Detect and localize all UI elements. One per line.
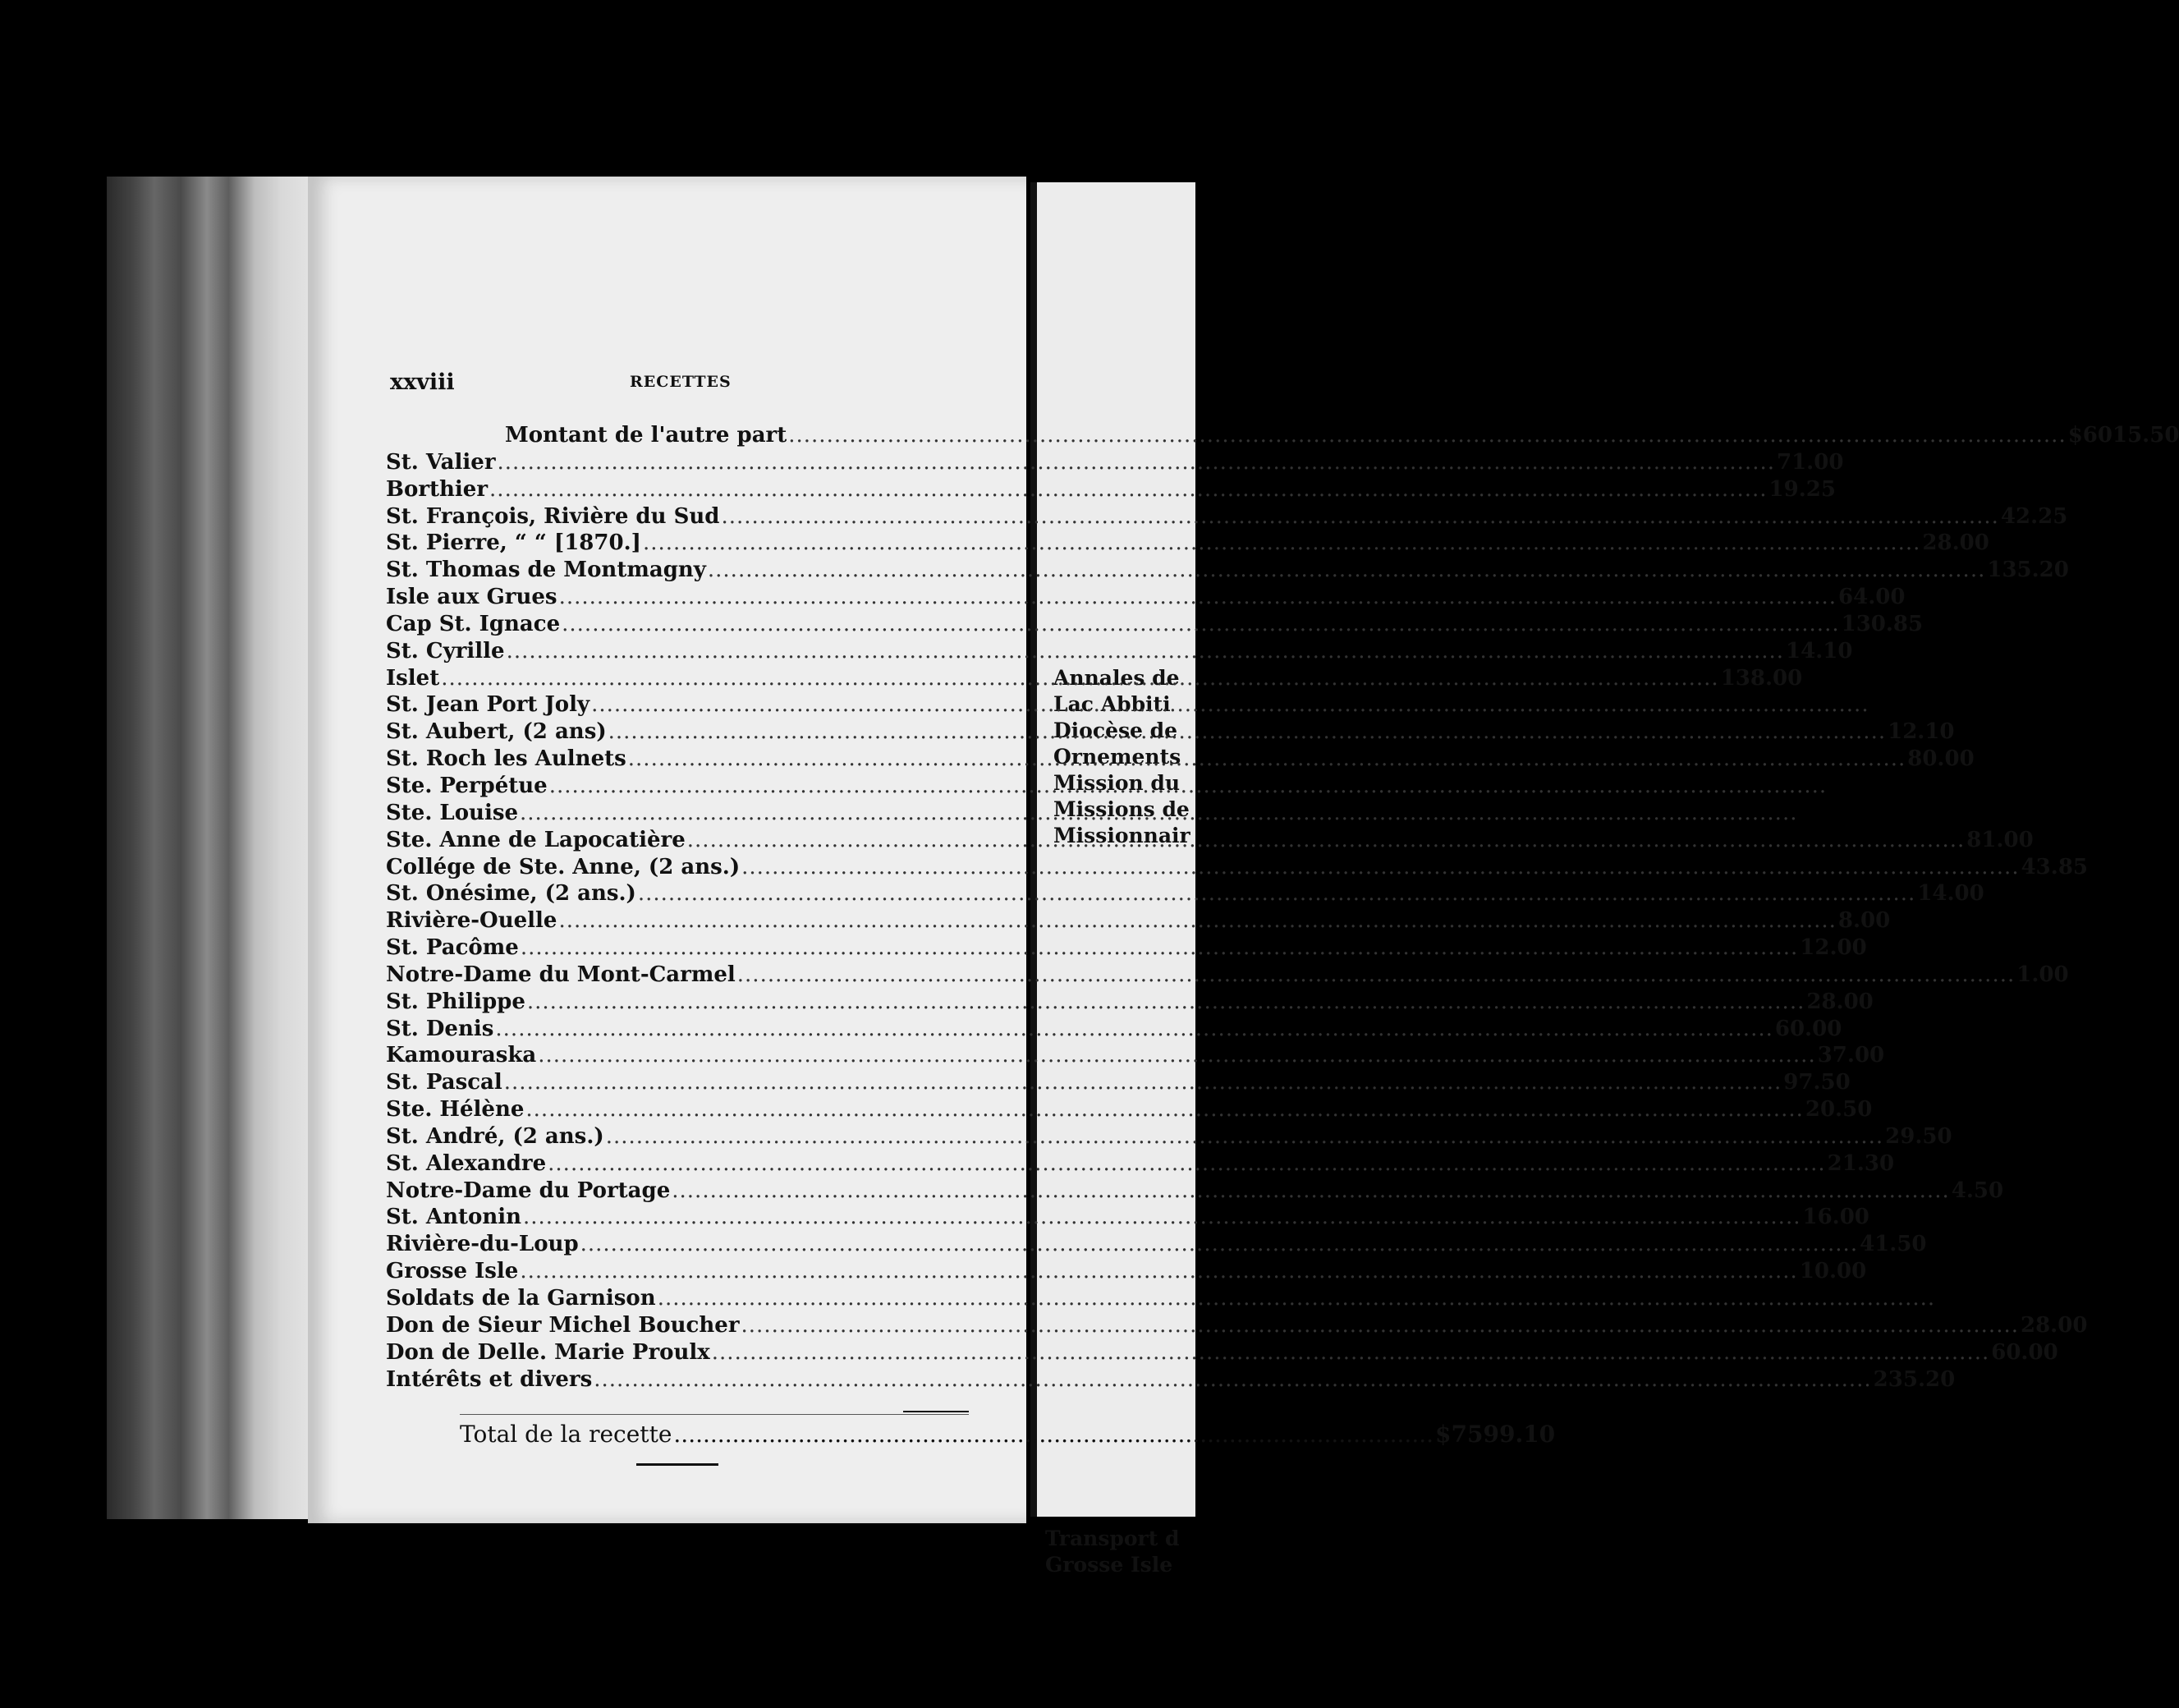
row-label: St. Antonin (386, 1205, 522, 1230)
facing-line: Missionnair (1053, 824, 1190, 847)
row-label: St. Aubert, (2 ans) (386, 719, 607, 745)
leader-dots (538, 1042, 1815, 1068)
facing-page-bottom (1045, 1526, 1179, 1578)
leader-dots (498, 449, 1775, 475)
leader-dots (507, 638, 1784, 664)
ledger-row (386, 584, 1906, 611)
ledger-row (386, 1016, 1842, 1043)
leader-dots (721, 503, 1998, 530)
ledger-row (386, 773, 977, 800)
row-label: Collége de Ste. Anne, (2 ans.) (386, 854, 741, 879)
row-label: St. Valier (386, 449, 496, 475)
row-amount: 16.00 (1802, 1205, 1869, 1230)
leader-dots (672, 1178, 1949, 1204)
row-amount: 1.00 (2016, 962, 2069, 987)
row-amount: 37.00 (1817, 1043, 1885, 1068)
ledger-row (386, 638, 1853, 665)
row-label: Montant de l'autre part (505, 423, 787, 448)
row-amount: 14.10 (1786, 638, 1853, 663)
row-amount: 12.00 (1800, 935, 1867, 961)
row-amount: 28.00 (1806, 989, 1874, 1014)
ledger-row (386, 1096, 1873, 1123)
facing-line: Ornements (1053, 745, 1181, 769)
ledger-row (386, 907, 1891, 934)
row-amount: 8.00 (1837, 908, 1891, 934)
row-label: Ste. Perpétue (386, 773, 548, 798)
row-label: St. Pierre, “ “ [1870.] (386, 530, 641, 556)
ledger-row (386, 1339, 2058, 1366)
row-amount: 19.25 (1768, 476, 1836, 502)
facing-line: Diocèse de (1053, 719, 1178, 742)
row-amount: 60.00 (1774, 1016, 1842, 1041)
row-label: St. Pacôme (386, 935, 519, 961)
leader-dots (638, 880, 1915, 907)
page-number: xxviii (390, 370, 455, 395)
total-label: Total de la recette (460, 1421, 672, 1448)
row-label: Islet (386, 665, 440, 691)
leader-dots (741, 1312, 2019, 1338)
ledger-row (386, 962, 2069, 989)
row-label: St. Onésime, (2 ans.) (386, 881, 636, 907)
row-amount: 235.20 (1873, 1366, 1956, 1392)
book-page-edges (107, 177, 324, 1519)
leader-dots (441, 665, 1718, 691)
row-label: Notre-Dame du Portage (386, 1178, 671, 1203)
leader-dots (788, 422, 2066, 448)
row-label: St. Roch les Aulnets (386, 746, 626, 772)
row-label: Notre-Dame du Mont-Carmel (386, 962, 736, 987)
row-label: St. Thomas de Montmagny (386, 558, 706, 583)
row-label: St. Denis (386, 1016, 494, 1041)
leader-dots (741, 854, 2019, 880)
row-amount: 135.20 (1987, 558, 2069, 583)
row-label: St. Alexandre (386, 1150, 547, 1176)
row-amount: 12.10 (1888, 719, 1955, 745)
ledger-row (386, 691, 977, 719)
facing-bottom-line: Grosse Isle (1045, 1553, 1173, 1577)
ledger-row (386, 1258, 1867, 1285)
leader-dots (658, 1285, 1935, 1311)
leader-dots (591, 691, 1869, 718)
row-amount: 138.00 (1720, 665, 1803, 691)
total-amount: $7599.10 (1435, 1421, 1556, 1448)
row-amount: 81.00 (1966, 827, 2034, 852)
end-rule (636, 1463, 718, 1466)
ledger-row (386, 503, 2068, 530)
facing-line: Mission du (1053, 771, 1181, 795)
row-label: Don de Sieur Michel Boucher (386, 1312, 740, 1338)
leader-dots (527, 989, 1805, 1015)
sum-rule (903, 1411, 969, 1412)
row-amount: 97.50 (1783, 1070, 1851, 1095)
row-label: St. André, (2 ans.) (386, 1123, 604, 1149)
row-amount: $6015.50 (2067, 423, 2179, 448)
leader-dots (712, 1339, 1989, 1366)
leader-dots (520, 1258, 1797, 1284)
ledger-row (386, 1366, 1956, 1393)
row-amount: 41.50 (1860, 1232, 1927, 1257)
leader-dots (525, 1096, 1803, 1123)
row-label: Cap St. Ignace (386, 611, 561, 636)
row-amount: 28.00 (2021, 1312, 2088, 1338)
leader-dots (520, 800, 1797, 826)
leader-dots (562, 611, 1839, 637)
row-label: St. Jean Port Joly (386, 692, 590, 718)
facing-line: Missions de (1053, 797, 1190, 821)
row-label: Soldats de la Garnison (386, 1286, 656, 1311)
row-label: St. Pascal (386, 1070, 502, 1095)
row-label: Kamouraska (386, 1043, 537, 1068)
ledger-row (386, 1042, 1885, 1069)
row-label: Intérêts et divers (386, 1366, 593, 1392)
facing-bottom-line: Transport d (1045, 1527, 1180, 1550)
ledger-row (386, 934, 1867, 962)
row-label: Rivière-du-Loup (386, 1232, 579, 1257)
ledger-row (386, 1178, 2004, 1205)
leader-dots (495, 1016, 1773, 1042)
ledger-row (386, 1123, 1952, 1150)
row-label: Isle aux Grues (386, 585, 557, 610)
ledger-row (386, 880, 1984, 907)
row-label: Borthier (386, 476, 489, 502)
leader-dots (523, 1204, 1801, 1230)
row-amount: 60.00 (1991, 1339, 2058, 1365)
ledger-row (386, 800, 977, 827)
row-amount: 29.50 (1885, 1123, 1952, 1149)
row-amount: 20.50 (1805, 1097, 1873, 1123)
ledger-row (386, 530, 1989, 557)
ledger-row (386, 476, 1836, 503)
row-label: Ste. Hélène (386, 1097, 525, 1123)
page-header (390, 370, 981, 399)
leader-dots (687, 827, 1965, 853)
leader-dots (549, 773, 1827, 799)
ledger-row (386, 557, 2069, 584)
ledger-row (386, 1231, 1927, 1258)
facing-line: Lac Abbiti (1053, 692, 1171, 716)
row-label: Don de Delle. Marie Proulx (386, 1339, 710, 1365)
leader-dots (643, 530, 1920, 556)
ledger-row (386, 1312, 2088, 1339)
row-amount: 4.50 (1951, 1178, 2004, 1203)
row-amount: 42.25 (2000, 503, 2068, 529)
row-label: Ste. Louise (386, 800, 519, 825)
leader-dots (489, 476, 1767, 503)
leader-dots (521, 934, 1798, 961)
row-amount: 80.00 (1907, 746, 1975, 772)
total-separator (460, 1414, 969, 1415)
ledger-row (386, 989, 1874, 1016)
leader-dots (673, 1421, 1434, 1448)
row-label: Ste. Anne de Lapocatière (386, 827, 686, 852)
row-label: St. François, Rivière du Sud (386, 503, 720, 529)
row-amount: 130.85 (1841, 611, 1924, 636)
leader-dots (594, 1366, 1871, 1393)
leader-dots (708, 557, 1985, 583)
leader-dots (608, 719, 1886, 745)
ledger-row (386, 1069, 1851, 1096)
row-amount: 43.85 (2021, 854, 2089, 879)
carried-forward-row (386, 422, 2179, 449)
leader-dots (504, 1069, 1782, 1095)
row-label: Grosse Isle (386, 1259, 519, 1284)
facing-line: Annales de (1053, 666, 1180, 690)
row-label: Rivière-Ouelle (386, 908, 557, 934)
leader-dots (606, 1123, 1883, 1150)
row-amount: 10.00 (1799, 1259, 1867, 1284)
row-amount: 64.00 (1838, 585, 1906, 610)
ledger-row (386, 611, 1924, 638)
leader-dots (628, 746, 1906, 772)
leader-dots (558, 907, 1836, 934)
row-amount: 71.00 (1777, 449, 1844, 475)
page-heading: RECETTES (630, 373, 732, 391)
leader-dots (737, 962, 2015, 988)
leader-dots (559, 584, 1837, 610)
total-row (460, 1421, 1556, 1448)
row-label: St. Philippe (386, 989, 525, 1014)
ledger-row (386, 1285, 977, 1312)
leader-dots (548, 1150, 1825, 1177)
ledger-row (386, 1204, 1869, 1231)
ledger-row (386, 1150, 1895, 1178)
row-label: St. Cyrille (386, 638, 505, 663)
ledger-row (386, 449, 1844, 476)
ledger-row (386, 854, 2089, 881)
row-amount: 28.00 (1922, 530, 1989, 556)
row-amount: 14.00 (1917, 881, 1984, 907)
leader-dots (580, 1231, 1858, 1257)
row-amount: 21.30 (1827, 1150, 1895, 1176)
